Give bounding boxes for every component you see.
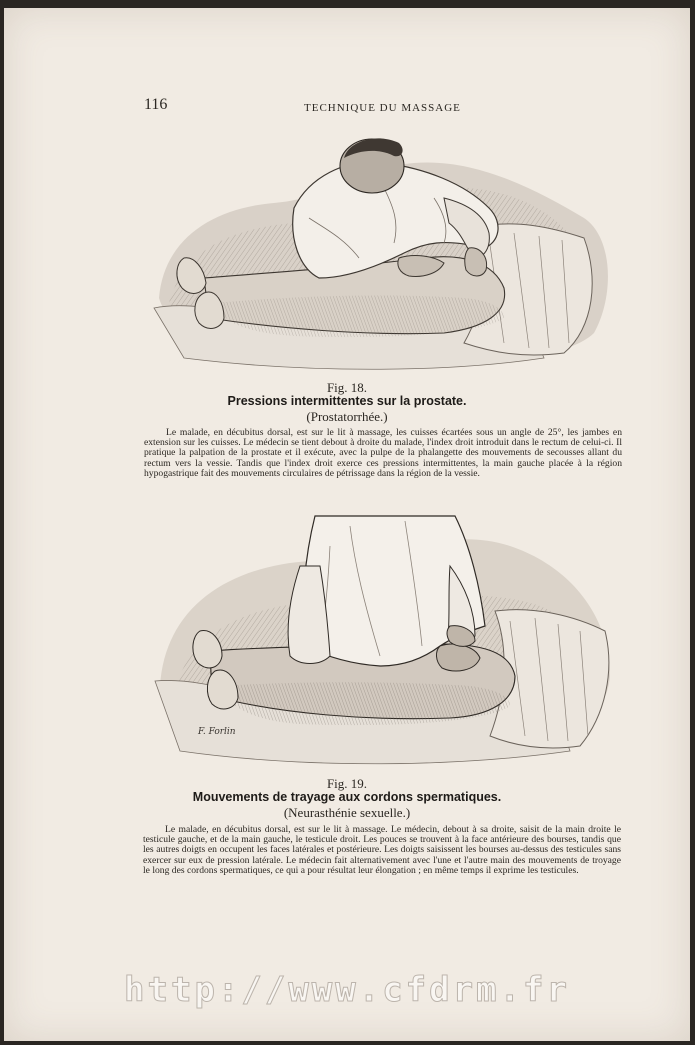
- figure-19-subtitle: (Neurasthénie sexuelle.): [283, 805, 411, 820]
- site-watermark: http://www.cfdrm.fr: [124, 970, 570, 1010]
- artist-signature: F. Forlin: [198, 727, 236, 737]
- figure-18-label: Fig. 18.: [326, 380, 368, 395]
- book-page: [4, 8, 690, 1041]
- figure-18-subtitle: (Prostatorrhée.): [306, 409, 388, 424]
- figure-18-illustration: [144, 128, 624, 378]
- running-head: TECHNIQUE DU MASSAGE: [304, 102, 461, 114]
- figure-19-title: Mouvements de trayage aux cordons spermatiques.: [192, 790, 502, 804]
- figure-19-label: Fig. 19.: [326, 776, 368, 791]
- page-number: 116: [144, 96, 168, 113]
- figure-19-illustration: [150, 506, 620, 771]
- figure-18-title: Pressions intermittentes sur la prostate.: [227, 394, 467, 408]
- figure-18-caption: Le malade, en décubitus dorsal, est sur le lit à massage, les cuisses écartées sous un angle de 25°, les jambes en extension sur les cuisses. Le médecin se tient debout à droite du malade, l'index droit introduit dans le rectum de celui-ci. Il pratique la palpation de la prostate et il exécute, avec la pulpe de la phalangette des mouvements de secousses allant du rectum vers la vessie. Tandis que l'index droit exerce ces pressions intermittentes, la main gauche placée à la région hypogastrique fait des mouvements circulaires de pétrissage dans la région de la vessie.: [144, 427, 622, 479]
- figure-19-caption: Le malade, en décubitus dorsal, est sur le lit à massage. Le médecin, debout à sa droite, saisit de la main droite le testicule gauche, et de la main gauche, le testicule droit. Les pouces se trouvent à la face antérieure des bourses, tandis que les autres doigts en occupent les faces latérales et postérieure. Les doigts saisissent les bourses au-dessus des testicules sans exercer sur eux de pression latérale. Le médecin fait alternativement avec l'une et l'autre main des mouvements de troyage le long des cordons spermatiques, ce qui a pour résultat leur élongation ; en même temps il exprime les testicules.: [143, 824, 621, 876]
